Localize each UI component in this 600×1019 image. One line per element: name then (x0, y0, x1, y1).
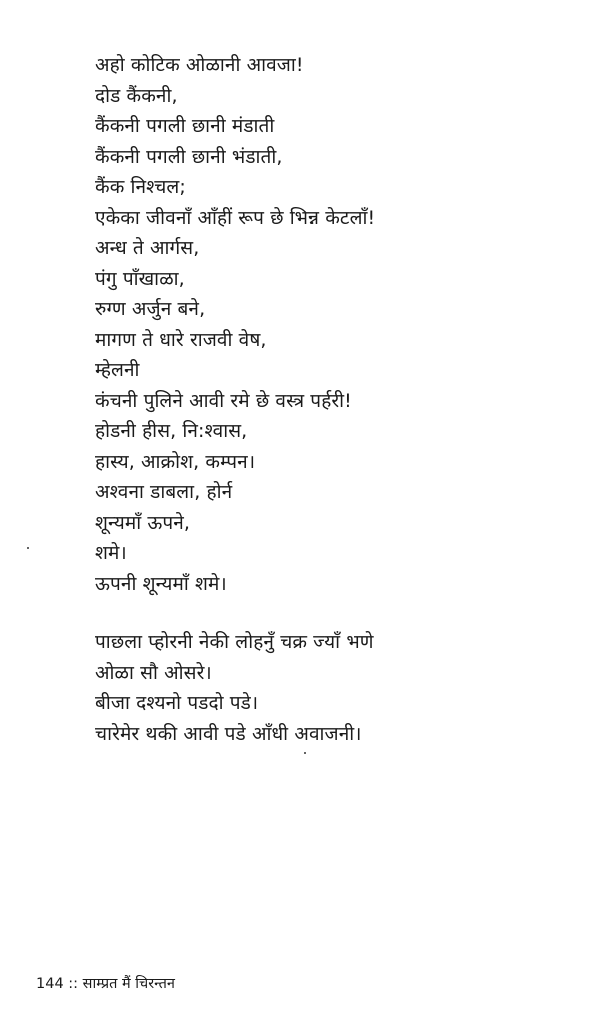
poem-line: म्हेलनी (95, 359, 140, 381)
poem-line: रुग्ण अर्जुन बने, (95, 298, 206, 320)
stanza-2 (95, 627, 585, 749)
poem-line: कैंकनी पगली छानी मंडाती (95, 115, 275, 137)
poem-line: पाछला प्होरनी नेकी लोहनुँ चक्र ज्याँ भणे (95, 631, 374, 653)
poem-line: पंगु पाँखाळा, (95, 267, 185, 290)
poem-line: कैंकनी पगली छानी भंडाती, (95, 145, 283, 168)
ink-speck (27, 547, 29, 549)
poem-line: चारेमेर थकी आवी पडे आँधी अवाजनी। (95, 722, 362, 745)
ink-speck (304, 752, 306, 754)
poem-line: मागण ते धारे राजवी वेष, (95, 328, 267, 351)
poem-line: एकेका जीवनाँ आँहीं रूप छे भिन्न केटलाँ! (95, 206, 376, 229)
poem-line: बीजा दश्यनो पडदो पडे। (95, 692, 259, 714)
poem-line: होडनी हीस, नि:श्वास, (95, 420, 248, 442)
poem-line: ऊपनी शून्यमाँ शमे। (95, 572, 227, 595)
poem-line: अन्ध ते आर्गस, (95, 237, 200, 259)
page-footer: 144 :: साम्प्रत मैं चिरन्तन (36, 976, 175, 992)
poem-line: दोड कैंकनी, (95, 84, 178, 107)
poem-line: हास्य, आक्रोश, कम्पन। (95, 450, 256, 473)
poem-line: शून्यमाँ ऊपने, (95, 511, 191, 534)
poem-line: ओळा सौ ओसरे। (95, 661, 212, 684)
poem-line: कैंक निश्चल; (95, 176, 186, 198)
poem-line: अश्वना डाबला, होर्न (95, 481, 233, 503)
poem-line: कंचनी पुलिने आवी रमे छे वस्त्र पर्हरी! (95, 389, 352, 412)
poem-line: शमे। (95, 542, 127, 564)
stanza-1 (95, 50, 585, 599)
poem-line: अहो कोटिक ओळानी आवजा! (95, 54, 304, 76)
poem (95, 50, 585, 749)
